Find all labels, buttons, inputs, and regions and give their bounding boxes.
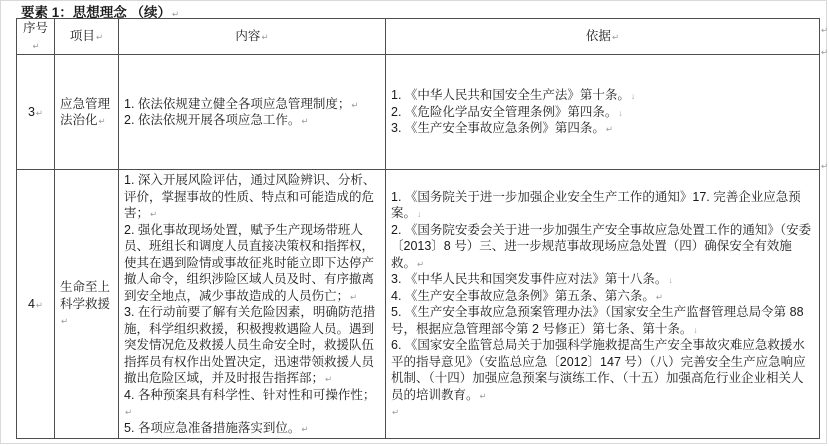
text-line: 科学救援↵ [60,296,111,327]
seq-cell [17,55,55,170]
item-cell [55,170,119,439]
text-line: 内容↵ [235,29,269,44]
pilcrow-mark-icon: ↵ [150,209,158,219]
text-line: 1. 深入开展风险评估，通过风险辨识、分析、评价，掌握事故的性质、特点和可能造成的危害；↵ [124,173,376,220]
pilcrow-mark-icon: ↵ [32,40,40,51]
text-line: 要素 1：思想理念 （续）↵ [21,5,180,20]
content-cell [119,170,386,439]
text-line: 项目↵ [69,29,104,44]
data-table [16,18,820,439]
table-row [17,55,820,170]
table-row [17,170,820,439]
header-cell-basis [386,19,820,55]
text-line: 3↵ [27,104,44,119]
basis-cell [386,55,820,170]
text-line: 5. 各项应急准备措施落实到位。↵ [124,420,309,435]
header-cell-item [55,19,119,55]
text-line: 5. 《生产安全事故应急预案管理办法》（国家安全生产监督管理总局令第 88 号，根据应急管理部令第 2 号修正）第七条、第十条。↓ [391,305,804,336]
seq-cell [17,170,55,439]
header-row [17,19,820,55]
text-line: 3. 《生产安全事故应急条例》第四条。↵ [391,121,614,136]
pilcrow-mark-icon: ↵ [655,291,664,302]
pilcrow-mark-icon: ↵ [172,9,180,19]
row-end-mark: ↵ [821,25,829,35]
text-line: 2. 《危险化学品安全管理条例》第四条。↓ [391,104,623,119]
pilcrow-mark-icon: ↓ [668,275,673,285]
text-line: 1. 依法依规建立健全各项应急管理制度；↵ [124,96,359,111]
pilcrow-mark-icon: ↵ [479,390,487,401]
basis-cell [386,170,820,439]
text-line: 2. 依法依规开展各项应急工作。↵ [124,113,309,127]
text-line [391,403,814,420]
text-line: 3. 《中华人民共和国突发事件应对法》第十八条。↓ [391,272,673,286]
pilcrow-mark-icon: ↵ [605,124,614,135]
pilcrow-mark-icon: ↵ [351,99,359,110]
text-line: 依据↵ [585,29,620,44]
text-line: 4↵ [27,296,44,311]
header-cell-seq [17,19,55,55]
item-cell [55,55,119,170]
content-cell [119,55,386,170]
pilcrow-mark-icon: ↓ [630,91,636,102]
pilcrow-mark-icon: ↵ [350,291,358,302]
pilcrow-mark-icon: ↓ [618,107,623,118]
text-line: 4. 各种预案具有科学性、针对性和可操作性；↵ [124,387,376,417]
text-line: 4. 《生产安全事故应急条例》第五条、第六条。↵ [391,288,664,303]
pilcrow-mark-icon: ↵ [261,32,269,43]
text-line: 法治化↵ [60,113,106,127]
text-line: 生命至上 [60,280,111,295]
pilcrow-mark-icon: ↵ [325,374,333,384]
pilcrow-mark-icon: ↵ [392,407,400,417]
pilcrow-mark-icon: ↵ [61,316,69,327]
row-end-mark: ↵ [821,161,829,171]
pilcrow-mark-icon: ↵ [125,407,133,417]
text-line: 2. 《国务院安委会关于进一步加强生产安全事故应急处置工作的通知》（安委〔2013〕8 号）三、进一步规范事故现场应急处置（四）确保安全有效施救。↵ [391,222,812,270]
pilcrow-mark-icon: ↵ [301,116,309,126]
text-line: 应急管理 [60,96,111,111]
pilcrow-mark-icon: ↵ [35,299,44,310]
pilcrow-mark-icon: ↵ [611,32,620,43]
header-cell-content [119,19,386,55]
text-line: 6. 《国家安全监管总局关于加强科学施救提高生产安全事故灾难应急救援水平的指导意见》（安监总应急〔2012〕147 号）（八）完善安全生产应急响应机制、（十四）加强应急预案与演练工作、（十五）加强高危行业企业相关人员的培训教育。↵ [391,338,806,402]
pilcrow-mark-icon: ↓ [693,324,698,335]
pilcrow-mark-icon: ↵ [95,32,104,43]
pilcrow-mark-icon: ↵ [98,116,106,126]
text-line: 序号↵ [22,21,48,51]
row-end-mark: ↵ [821,47,829,57]
pilcrow-mark-icon: ↵ [417,258,425,269]
text-line: 3. 在行动前要了解有关危险因素，明确防范措施，科学组织救援，积极搜救遇险人员。遇到突发情况危及救援人员生命安全时，救援队伍指挥员有权作出处置决定，迅速带领救援人员撤出危险区域，并及时报告指挥部；↵ [124,305,376,385]
pilcrow-mark-icon: ↵ [35,107,44,118]
text-line: 2. 强化事故现场处置，赋予生产现场带班人员、班组长和调度人员直接决策权和指挥权，使其在遇到险情或事故征兆时能立即下达停产撤人命令，组织涉险区域人员及时、有序撤离到安全地点，减少事故造成的人员伤亡；↵ [124,222,375,303]
text-line: 1. 《国务院关于进一步加强企业安全生产工作的通知》17. 完善企业应急预案。↓ [391,189,801,220]
text-line: 1. 《中华人民共和国安全生产法》第十条。↓ [391,88,636,103]
pilcrow-mark-icon: ↓ [417,209,422,219]
pilcrow-mark-icon: ↵ [301,423,309,434]
